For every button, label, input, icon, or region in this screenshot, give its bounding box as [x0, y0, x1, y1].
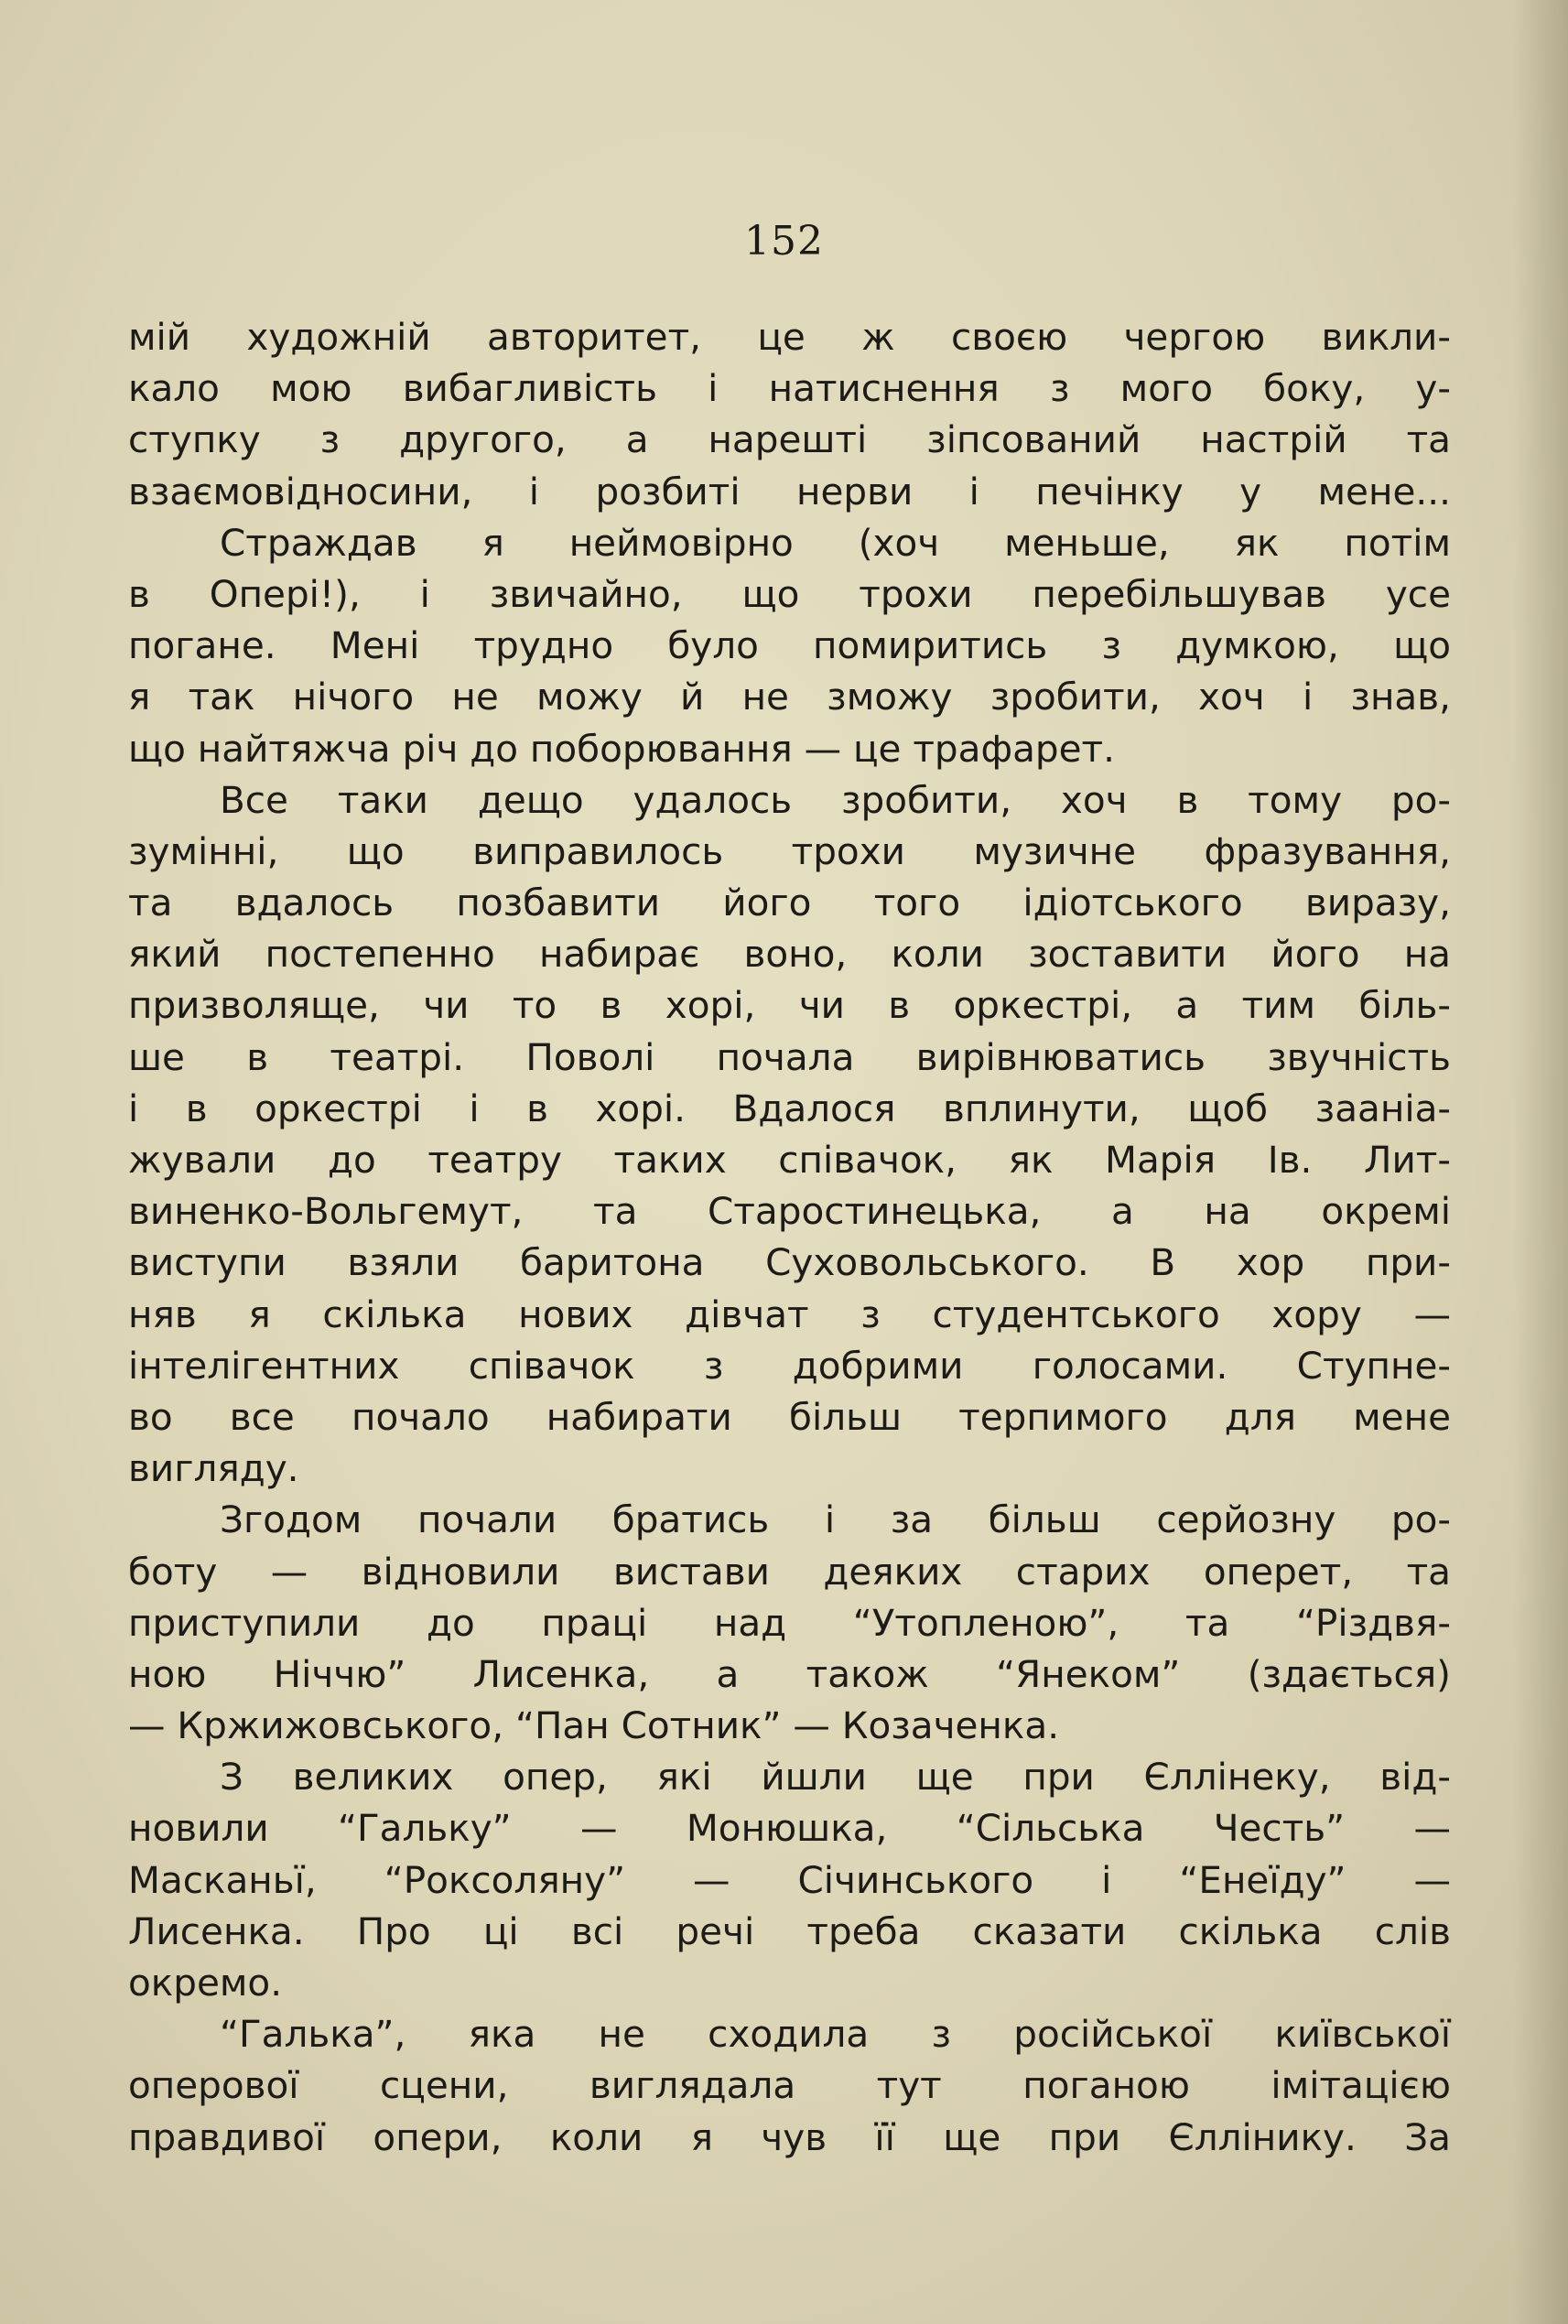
text-line: оперової сцени, виглядала тут поганою імітацією [128, 2063, 1451, 2108]
text-line: “Галька”, яка не сходила з російської київської [220, 2012, 1451, 2057]
text-line: інтелігентних співачок з добрими голосами. Ступне- [128, 1343, 1451, 1388]
text-line: в Опері!), і звичайно, що трохи перебільшував усе [128, 571, 1451, 616]
page-edge-shadow [1513, 0, 1568, 2324]
text-line: Масканьї, “Роксоляну” — Січинського і “Енеїду” — [128, 1857, 1451, 1902]
text-line: зумінні, що виправилось трохи музичне фразування, [128, 828, 1451, 873]
text-line: мій художній авторитет, це ж своєю чергою викли- [128, 315, 1451, 359]
text-line: погане. Мені трудно було помиритись з думкою, що [128, 623, 1451, 668]
text-line: який постепенно набирає воно, коли зоставити його на [128, 932, 1451, 977]
page-number: 152 [744, 218, 824, 265]
text-line: виненко-Вольгемут, та Старостинецька, а на окремі [128, 1189, 1451, 1234]
text-line: правдивої опери, коли я чув її ще при Єллінику. За [128, 2114, 1451, 2159]
text-line: З великих опер, які йшли ще при Єллінеку, від- [220, 1755, 1451, 1800]
text-line: новили “Гальку” — Монюшка, “Сільська Честь” — [128, 1806, 1451, 1851]
text-line: жували до театру таких співачок, як Марія Ів. Лит- [128, 1138, 1451, 1182]
text-line: Лисенка. Про ці всі речі треба сказати скілька слів [128, 1908, 1451, 1953]
text-line: ступку з другого, а нарешті зіпсований настрій та [128, 417, 1451, 462]
text-line: Страждав я неймовірно (хоч меньше, як потім [220, 520, 1451, 565]
text-line: що найтяжча річ до поборювання — це трафарет. [128, 726, 1115, 771]
body-text [128, 311, 1451, 2163]
text-line: та вдалось позбавити його того ідіотського виразу, [128, 881, 1451, 925]
text-line: во все почало набирати більш терпимого для мене [128, 1394, 1451, 1439]
text-line: Все таки дещо удалось зробити, хоч в тому ро- [220, 777, 1451, 822]
text-line: призволяще, чи то в хорі, чи в оркестрі, а тим біль- [128, 983, 1451, 1028]
text-line: ною Ніччю” Лисенка, а також “Янеком” (здається) [128, 1651, 1451, 1696]
text-line: вигляду. [128, 1446, 299, 1491]
text-line: приступили до праці над “Утопленою”, та “Різдвя- [128, 1600, 1451, 1645]
text-line: — Кржижовського, “Пан Сотник” — Козаченка. [128, 1703, 1060, 1748]
text-line: боту — відновили вистави деяких старих оперет, та [128, 1549, 1451, 1594]
text-line: і в оркестрі і в хорі. Вдалося вплинути, щоб зааніа- [128, 1086, 1451, 1130]
text-line: кало мою вибагливість і натиснення з мого боку, у- [128, 366, 1451, 411]
text-line: взаємовідносини, і розбиті нерви і печінку у мене... [128, 469, 1451, 513]
text-line: ше в театрі. Поволі почала вирівнюватись звучність [128, 1034, 1451, 1079]
text-line: окремо. [128, 1961, 283, 2005]
text-line: виступи взяли баритона Суховольського. В хор при- [128, 1240, 1451, 1285]
text-line: я так нічого не можу й не зможу зробити, хоч і знав, [128, 675, 1451, 719]
text-line: няв я скілька нових дівчат з студентського хору — [128, 1292, 1451, 1336]
text-line: Згодом почали братись і за більш серйозну ро- [220, 1497, 1451, 1542]
